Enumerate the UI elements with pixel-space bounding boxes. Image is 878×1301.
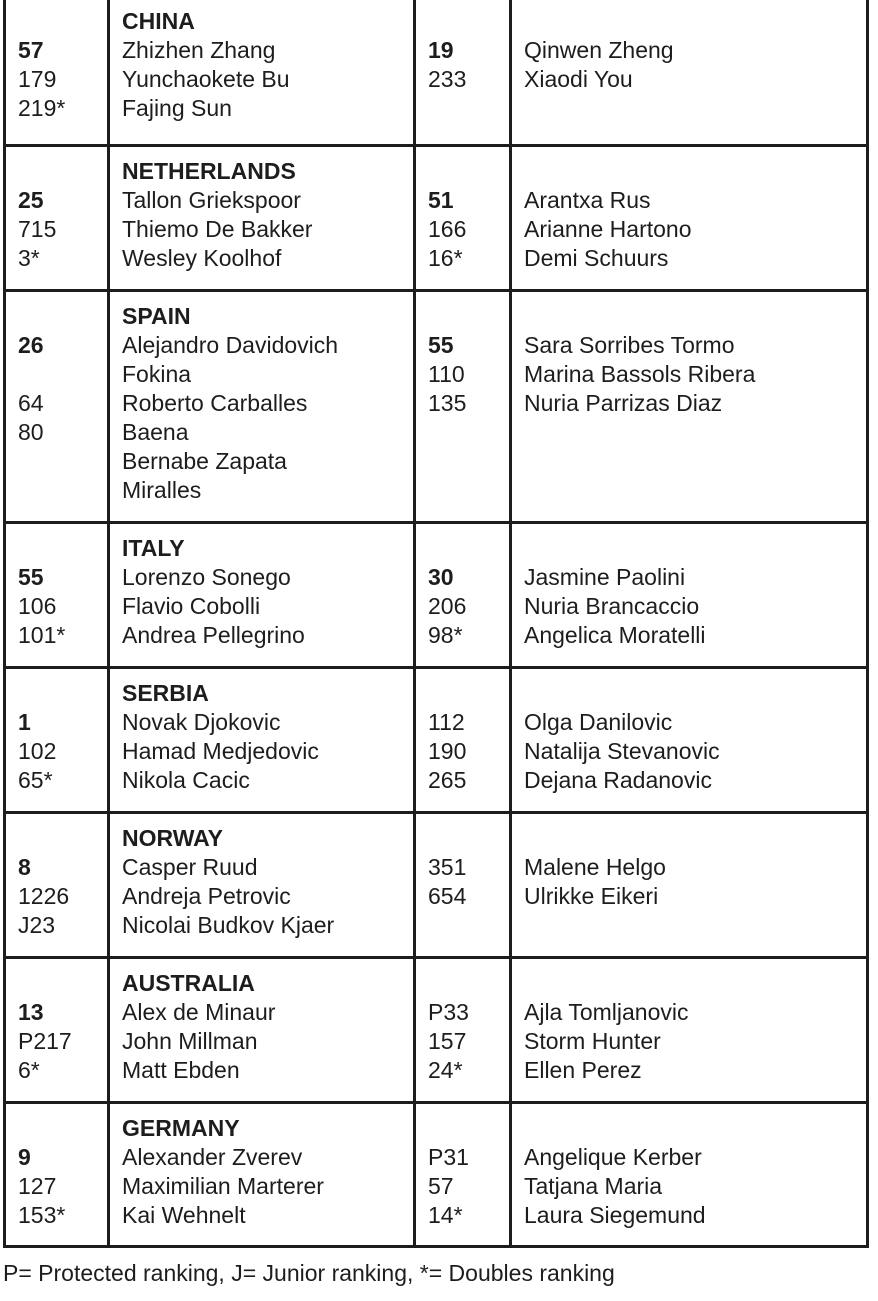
women-player-cell bbox=[511, 146, 868, 291]
women-player-cell bbox=[511, 668, 868, 813]
men-rank: 1 bbox=[18, 709, 31, 735]
women-player-cell bbox=[511, 1103, 868, 1247]
team-row bbox=[5, 291, 868, 523]
men-rank: 26 bbox=[18, 332, 44, 358]
women-player: Xiaodi You bbox=[524, 66, 633, 92]
men-player: Zhizhen Zhang bbox=[122, 37, 276, 63]
women-rank-cell bbox=[415, 958, 511, 1103]
men-rank: 57 bbox=[18, 37, 44, 63]
women-player: Demi Schuurs bbox=[524, 245, 669, 271]
country-name: ITALY bbox=[122, 535, 185, 561]
men-player: Matt Ebden bbox=[122, 1057, 240, 1083]
team-row bbox=[5, 813, 868, 958]
women-player: Ajla Tomljanovic bbox=[524, 999, 689, 1025]
women-rank: P33 bbox=[428, 999, 469, 1025]
men-player: Maximilian Marterer bbox=[122, 1173, 324, 1199]
women-player: Marina Bassols Ribera bbox=[524, 361, 756, 387]
women-rank: 51 bbox=[428, 187, 454, 213]
women-rank-cell bbox=[415, 146, 511, 291]
men-rank: P217 bbox=[18, 1028, 72, 1054]
men-rank: 106 bbox=[18, 593, 57, 619]
men-player: Hamad Medjedovic bbox=[122, 738, 319, 764]
men-player-cell bbox=[109, 958, 415, 1103]
team-row bbox=[5, 523, 868, 668]
women-rank-cell bbox=[415, 668, 511, 813]
women-player-cell bbox=[511, 958, 868, 1103]
women-player: Natalija Stevanovic bbox=[524, 738, 720, 764]
men-rank: 64 bbox=[18, 390, 44, 416]
men-rank-cell bbox=[5, 523, 109, 668]
men-player: Casper Ruud bbox=[122, 854, 258, 880]
men-rank: 13 bbox=[18, 999, 44, 1025]
women-rank: 19 bbox=[428, 37, 454, 63]
men-rank: 6* bbox=[18, 1057, 40, 1083]
women-player: Malene Helgo bbox=[524, 854, 666, 880]
women-rank: 14* bbox=[428, 1202, 463, 1228]
women-player: Dejana Radanovic bbox=[524, 767, 712, 793]
women-rank: 24* bbox=[428, 1057, 463, 1083]
women-player: Arianne Hartono bbox=[524, 216, 692, 242]
team-row bbox=[5, 0, 868, 146]
men-rank-cell bbox=[5, 0, 109, 146]
country-name: NORWAY bbox=[122, 825, 223, 851]
men-player-cell bbox=[109, 813, 415, 958]
country-name: AUSTRALIA bbox=[122, 970, 255, 996]
men-rank: 55 bbox=[18, 564, 44, 590]
men-rank-cell bbox=[5, 291, 109, 523]
men-rank: 3* bbox=[18, 245, 40, 271]
men-rank: 8 bbox=[18, 854, 31, 880]
women-rank: 265 bbox=[428, 767, 467, 793]
country-name: SPAIN bbox=[122, 303, 191, 329]
men-rank: 715 bbox=[18, 216, 57, 242]
men-rank: 127 bbox=[18, 1173, 57, 1199]
women-player: Nuria Brancaccio bbox=[524, 593, 700, 619]
women-player: Olga Danilovic bbox=[524, 709, 673, 735]
women-player: Laura Siegemund bbox=[524, 1202, 706, 1228]
men-player: Thiemo De Bakker bbox=[122, 216, 313, 242]
men-player: Alex de Minaur bbox=[122, 999, 276, 1025]
women-rank: 206 bbox=[428, 593, 467, 619]
men-rank: J23 bbox=[18, 912, 56, 938]
legend-note: P= Protected ranking, J= Junior ranking, *= Doubles ranking bbox=[3, 1260, 615, 1286]
women-player: Qinwen Zheng bbox=[524, 37, 674, 63]
team-row bbox=[5, 146, 868, 291]
men-player: Yunchaokete Bu bbox=[122, 66, 290, 92]
men-player: Tallon Griekspoor bbox=[122, 187, 301, 213]
women-rank: 157 bbox=[428, 1028, 467, 1054]
men-player: Fajing Sun bbox=[122, 95, 232, 121]
women-rank: 351 bbox=[428, 854, 467, 880]
women-rank: 233 bbox=[428, 66, 467, 92]
women-rank: 98* bbox=[428, 622, 463, 648]
men-rank-cell bbox=[5, 668, 109, 813]
women-player: Ellen Perez bbox=[524, 1057, 642, 1083]
men-rank: 25 bbox=[18, 187, 44, 213]
men-rank-cell bbox=[5, 1103, 109, 1247]
men-player: Nicolai Budkov Kjaer bbox=[122, 912, 335, 938]
team-row bbox=[5, 668, 868, 813]
women-rank-cell bbox=[415, 291, 511, 523]
men-player-cell bbox=[109, 1103, 415, 1247]
men-rank-cell bbox=[5, 958, 109, 1103]
women-player: Sara Sorribes Tormo bbox=[524, 332, 735, 358]
teams-table bbox=[3, 0, 869, 1248]
team-row bbox=[5, 1103, 868, 1247]
men-player: Bernabe Zapata bbox=[122, 448, 287, 474]
men-player: Wesley Koolhof bbox=[122, 245, 282, 271]
men-player: Miralles bbox=[122, 477, 202, 503]
men-rank: 101* bbox=[18, 622, 66, 648]
women-rank-cell bbox=[415, 813, 511, 958]
men-player-cell bbox=[109, 146, 415, 291]
country-name: GERMANY bbox=[122, 1115, 240, 1141]
women-rank-cell bbox=[415, 1103, 511, 1247]
men-rank bbox=[18, 360, 95, 389]
women-player: Jasmine Paolini bbox=[524, 564, 686, 590]
country-name: NETHERLANDS bbox=[122, 158, 296, 184]
women-rank: 16* bbox=[428, 245, 463, 271]
men-rank: 9 bbox=[18, 1144, 31, 1170]
men-player: Alejandro Davidovich bbox=[122, 332, 339, 358]
men-rank-cell bbox=[5, 146, 109, 291]
men-player: Andreja Petrovic bbox=[122, 883, 291, 909]
women-player: Tatjana Maria bbox=[524, 1173, 663, 1199]
men-player-cell bbox=[109, 668, 415, 813]
men-player: Novak Djokovic bbox=[122, 709, 281, 735]
women-player: Ulrikke Eikeri bbox=[524, 883, 659, 909]
men-player: Alexander Zverev bbox=[122, 1144, 303, 1170]
men-player-cell bbox=[109, 291, 415, 523]
country-name: SERBIA bbox=[122, 680, 209, 706]
women-player-cell bbox=[511, 813, 868, 958]
men-rank: 219* bbox=[18, 95, 66, 121]
women-player: Storm Hunter bbox=[524, 1028, 661, 1054]
men-player-cell bbox=[109, 523, 415, 668]
men-rank: 80 bbox=[18, 419, 44, 445]
men-player: Flavio Cobolli bbox=[122, 593, 261, 619]
women-rank-cell bbox=[415, 523, 511, 668]
men-rank: 1226 bbox=[18, 883, 70, 909]
men-rank: 179 bbox=[18, 66, 57, 92]
women-rank: 57 bbox=[428, 1173, 454, 1199]
country-name: CHINA bbox=[122, 8, 195, 34]
team-row bbox=[5, 958, 868, 1103]
men-rank: 65* bbox=[18, 767, 53, 793]
men-player: Baena bbox=[122, 419, 189, 445]
men-player: Lorenzo Sonego bbox=[122, 564, 291, 590]
women-rank: 110 bbox=[428, 361, 465, 387]
men-rank: 153* bbox=[18, 1202, 66, 1228]
women-player-cell bbox=[511, 0, 868, 146]
women-rank-cell bbox=[415, 0, 511, 146]
women-player: Angelica Moratelli bbox=[524, 622, 706, 648]
men-player: Fokina bbox=[122, 361, 192, 387]
women-rank: 654 bbox=[428, 883, 467, 909]
women-rank: 190 bbox=[428, 738, 467, 764]
men-player: Andrea Pellegrino bbox=[122, 622, 305, 648]
women-rank: 112 bbox=[428, 709, 465, 735]
women-player: Arantxa Rus bbox=[524, 187, 651, 213]
men-player: Nikola Cacic bbox=[122, 767, 250, 793]
women-rank: 166 bbox=[428, 216, 467, 242]
men-player: John Millman bbox=[122, 1028, 258, 1054]
men-rank: 102 bbox=[18, 738, 57, 764]
women-player-cell bbox=[511, 291, 868, 523]
men-player: Kai Wehnelt bbox=[122, 1202, 246, 1228]
women-player-cell bbox=[511, 523, 868, 668]
women-rank: P31 bbox=[428, 1144, 469, 1170]
women-rank: 135 bbox=[428, 390, 467, 416]
men-player-cell bbox=[109, 0, 415, 146]
women-player: Angelique Kerber bbox=[524, 1144, 702, 1170]
women-rank: 55 bbox=[428, 332, 454, 358]
men-player: Roberto Carballes bbox=[122, 390, 308, 416]
men-rank-cell bbox=[5, 813, 109, 958]
women-rank: 30 bbox=[428, 564, 454, 590]
teams-body bbox=[5, 0, 868, 1247]
women-player: Nuria Parrizas Diaz bbox=[524, 390, 723, 416]
